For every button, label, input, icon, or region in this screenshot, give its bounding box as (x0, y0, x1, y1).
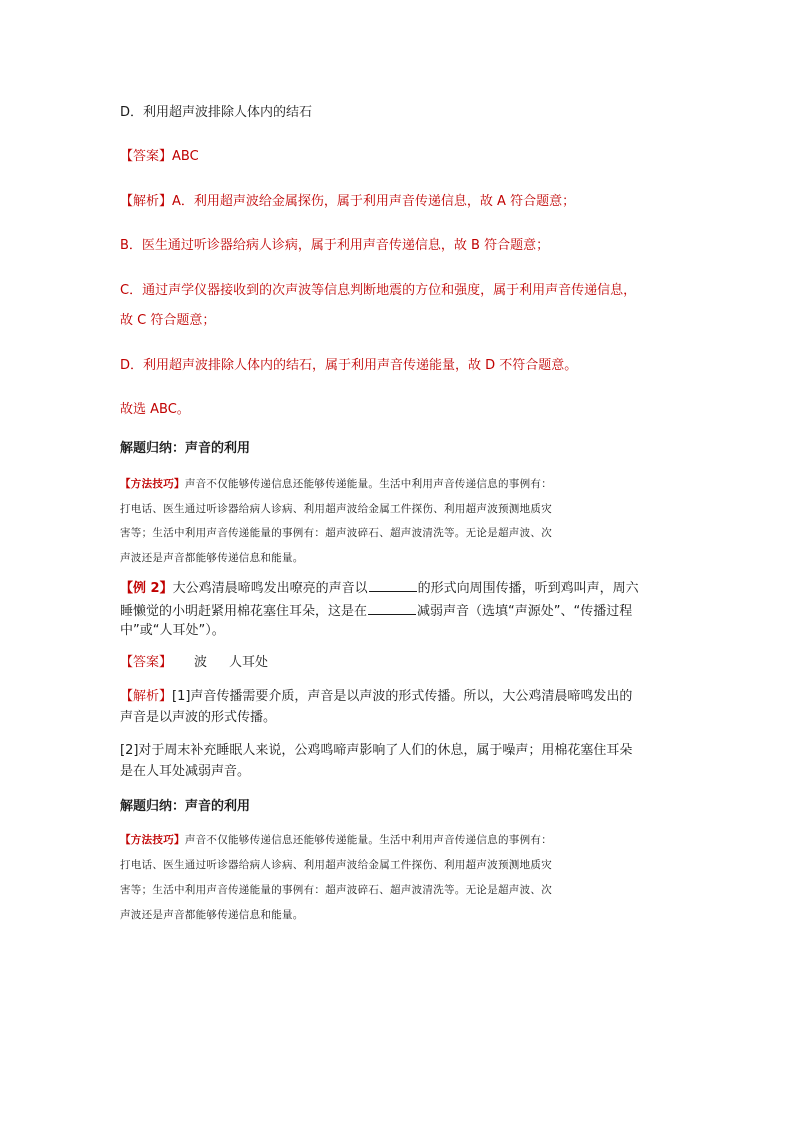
method-tip-tag-2: 【方法技巧】 (120, 834, 185, 846)
analysis-a: A．利用超声波给金属探伤，属于利用声音传递信息，故 A 符合题意； (172, 194, 576, 209)
q2-answer-2: 人耳处 (229, 655, 269, 670)
answer-line-1 (120, 150, 199, 163)
summary-title: 解题归纳：声音的利用 (120, 441, 251, 456)
q2-text-b: 的形式向周围传播，听到鸡叫声，周六 (417, 581, 639, 596)
method-tip-text-2: 声音不仅能够传递信息还能够传递能量。生活中利用声音传递信息的事例有： (184, 834, 553, 846)
analysis-c-line-1: C．通过声学仪器接收到的次声波等信息判断地震的方位和强度，属于利用声音传递信息， (120, 283, 637, 298)
q2-answer-1: 波 (194, 655, 208, 670)
answer-tag: 【答案】 (120, 149, 173, 164)
q2-analysis-line-2: 声音是以声波的形式传播。 (120, 710, 277, 725)
q2-line-3: 中”或“人耳处”）。 (120, 623, 225, 638)
q2-answer-tag: 【答案】 (120, 655, 173, 670)
q2-text-a: 大公鸡清晨啼鸣发出嘹亮的声音以 (172, 581, 368, 596)
method-tip-2-line-3: 害等；生活中利用声音传递能量的事例有：超声波碎石、超声波清洗等。无论是超声波、次 (120, 884, 552, 896)
q2-analysis-text-1: [1]声音传播需要介质，声音是以声波的形式传播。所以，大公鸡清晨啼鸣发出的 (172, 689, 633, 704)
q2-tag: 【例 2】 (120, 581, 173, 596)
analysis-b: B．医生通过听诊器给病人诊病，属于利用声音传递信息，故 B 符合题意； (120, 238, 550, 253)
method-tip-text: 声音不仅能够传递信息还能够传递能量。生活中利用声音传递信息的事例有： (184, 478, 553, 490)
method-tip-line-2: 打电话、医生通过听诊器给病人诊病、利用超声波给金属工件探伤、利用超声波预测地质灾 (120, 503, 552, 515)
analysis-d: D．利用超声波排除人体内的结石，属于利用声音传递能量，故 D 不符合题意。 (120, 358, 578, 373)
q2-text-d: 减弱声音（选填“声源处”、“传播过程 (417, 604, 633, 619)
choice-line: 故选 ABC。 (120, 402, 190, 417)
q2-analysis-line-3: [2]对于周末补充睡眠人来说，公鸡鸣啼声影响了人们的休息，属于噪声；用棉花塞住耳朵 (120, 743, 633, 758)
q2-blank-2 (368, 602, 416, 615)
summary-title-2: 解题归纳：声音的利用 (120, 799, 251, 814)
method-tip-line-4: 声波还是声音都能够传递信息和能量。 (120, 552, 304, 564)
q2-blank-1 (369, 579, 417, 592)
method-tip-2-line-2: 打电话、医生通过听诊器给病人诊病、利用超声波给金属工件探伤、利用超声波预测地质灾 (120, 859, 552, 871)
method-tip-line-3: 害等；生活中利用声音传递能量的事例有：超声波碎石、超声波清洗等。无论是超声波、次 (120, 527, 552, 539)
method-tip-line-1 (120, 479, 552, 490)
option-d: D．利用超声波排除人体内的结石 (120, 105, 313, 120)
q2-text-c: 睡懒觉的小明赶紧用棉花塞住耳朵，这是在 (120, 604, 368, 619)
analysis-c-line-2: 故 C 符合题意； (120, 313, 216, 328)
q2-analysis-line-1 (120, 690, 632, 703)
method-tip-2-line-4: 声波还是声音都能够传递信息和能量。 (120, 909, 304, 921)
q2-analysis-tag: 【解析】 (120, 689, 173, 704)
method-tip-tag: 【方法技巧】 (120, 478, 185, 490)
analysis-tag: 【解析】 (120, 194, 173, 209)
answer-value: ABC (172, 149, 199, 164)
q2-line-1 (120, 579, 639, 595)
method-tip-2-line-1 (120, 835, 552, 846)
q2-answer-line (120, 656, 268, 669)
q2-line-2 (120, 602, 632, 618)
analysis-a-line (120, 195, 575, 208)
q2-analysis-line-4: 是在人耳处减弱声音。 (120, 764, 251, 779)
